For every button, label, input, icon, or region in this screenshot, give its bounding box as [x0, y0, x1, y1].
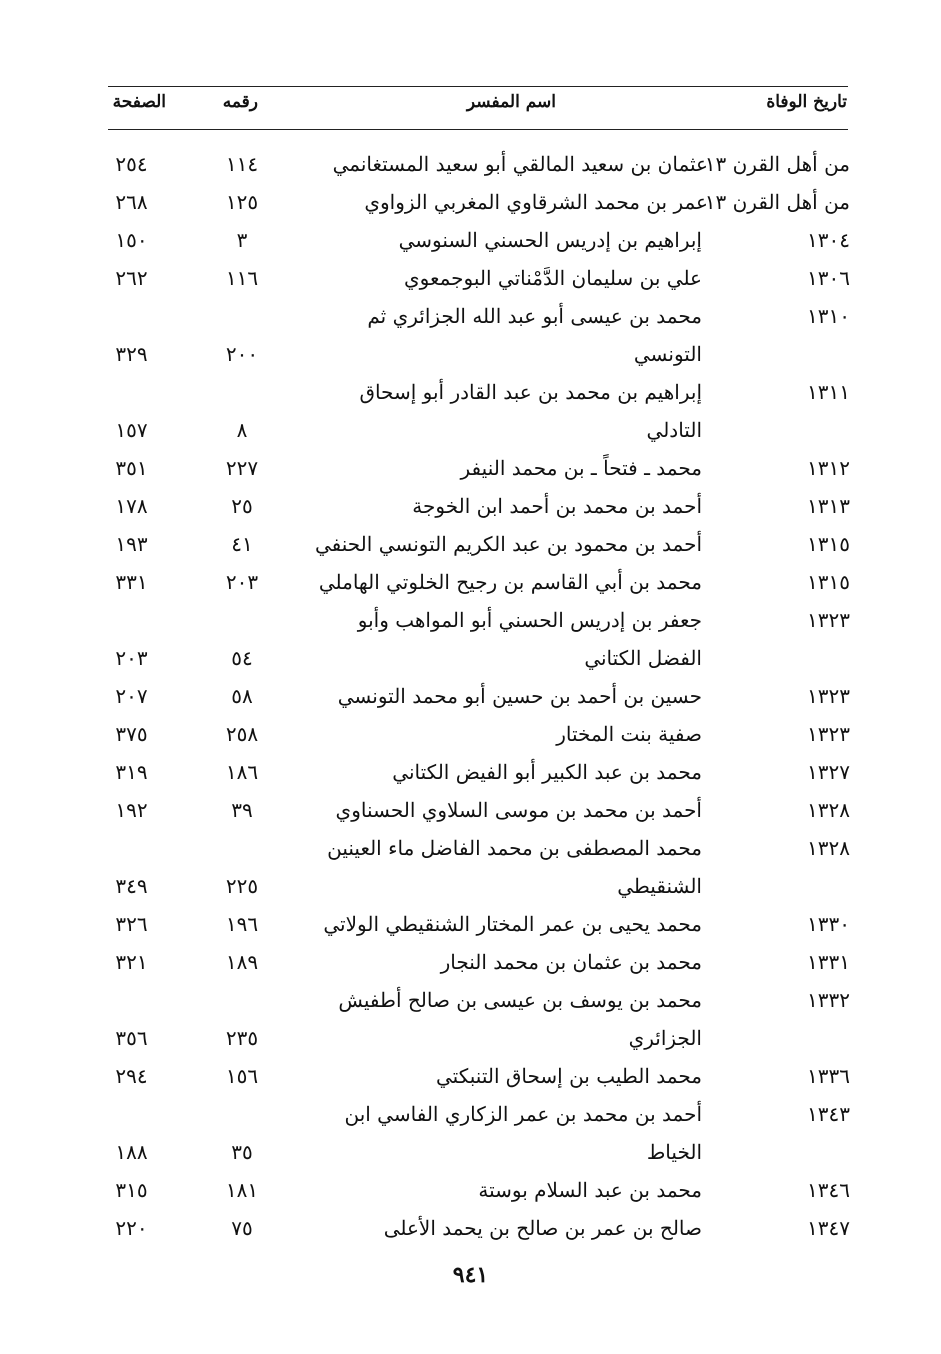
entry-number: ٢٠٠ [225, 342, 259, 366]
row-line [100, 601, 850, 639]
death-date: ١٣٢٧ [807, 760, 850, 784]
table-row [100, 221, 850, 259]
commentator-name: حسين بن أحمد بن حسين أبو محمد التونسي [337, 684, 702, 708]
commentator-name: محمد بن أبي القاسم بن رجيح الخلوتي الهاملي [318, 570, 702, 594]
row-line [100, 867, 850, 905]
death-date: ١٣٢٣ [807, 608, 850, 632]
page-number: ٣٢٩ [115, 342, 148, 366]
row-line [100, 1133, 850, 1171]
row-line [100, 297, 850, 335]
page-number: ٣٤٩ [115, 874, 148, 898]
entry-number: ٢٥٨ [225, 722, 259, 746]
death-date: ١٣١٥ [807, 570, 850, 594]
table-row [100, 145, 850, 183]
commentator-name: الخياط [646, 1140, 702, 1164]
page-number: ٢٩٤ [115, 1064, 148, 1088]
death-date: ١٣٤٦ [807, 1178, 850, 1202]
page-folio-number: ٩٤١ [452, 1262, 489, 1288]
row-line [100, 1095, 850, 1133]
commentator-name: صالح بن عمر بن صالح بن يحمد الأعلى [383, 1216, 702, 1240]
table-row [100, 1095, 850, 1171]
commentator-name: علي بن سليمان الدَّمْناتي البوجمعوي [403, 266, 702, 290]
page-number: ٣٢٦ [115, 912, 148, 936]
row-line [100, 791, 850, 829]
page-number: ٢٥٤ [115, 152, 148, 176]
commentator-name: أحمد بن محمد بن عمر الزكاري الفاسي ابن [344, 1102, 702, 1126]
page-number: ١٥٠ [115, 228, 148, 252]
header-commentator-name: اسم المفسر [466, 92, 556, 112]
page-number: ١٨٨ [115, 1140, 148, 1164]
commentator-name: عمر بن محمد الشرقاوي المغربي الزواوي [364, 190, 708, 214]
death-date: ١٣٣٠ [807, 912, 850, 936]
table-row [100, 715, 850, 753]
death-date: ١٣٠٦ [807, 266, 850, 290]
commentator-name: التونسي [633, 342, 702, 366]
commentator-name: الشنقيطي [617, 874, 702, 898]
death-date: ١٣١١ [807, 380, 850, 404]
table-row [100, 943, 850, 981]
death-date: ١٣٣٦ [807, 1064, 850, 1088]
entry-number: ١١٦ [225, 266, 259, 290]
page-number: ٣٥٦ [115, 1026, 148, 1050]
table-row [100, 677, 850, 715]
commentator-name: أحمد بن محمد بن موسى السلاوي الحسناوي [335, 798, 702, 822]
entry-number: ٥٨ [231, 684, 253, 708]
death-date: ١٣١٠ [807, 304, 850, 328]
row-line [100, 145, 850, 183]
row-line [100, 259, 850, 297]
commentator-name: التادلي [646, 418, 702, 442]
entry-number: ٥٤ [231, 646, 253, 670]
death-date: ١٣١٣ [807, 494, 850, 518]
entry-number: ١٥٦ [225, 1064, 259, 1088]
death-date: ١٣٣١ [807, 950, 850, 974]
row-line [100, 753, 850, 791]
page-number: ٣٧٥ [115, 722, 148, 746]
table-row [100, 259, 850, 297]
row-line [100, 943, 850, 981]
entry-number: ١٢٥ [225, 190, 259, 214]
commentator-name: محمد بن عيسى أبو عبد الله الجزائري ثم [367, 304, 702, 328]
table-row [100, 449, 850, 487]
table-row [100, 753, 850, 791]
row-line [100, 525, 850, 563]
page-number: ٣٥١ [115, 456, 148, 480]
header-page-number: الصفحة [112, 92, 166, 112]
entry-number: ٨ [236, 418, 248, 442]
death-date: ١٣٢٣ [807, 684, 850, 708]
entry-number: ١٨٦ [225, 760, 259, 784]
commentator-name: محمد بن عثمان بن محمد النجار [440, 950, 702, 974]
row-line [100, 981, 850, 1019]
entry-number: ٢٣٥ [225, 1026, 259, 1050]
commentator-name: إبراهيم بن إدريس الحسني السنوسي [398, 228, 702, 252]
page-number: ٣٢١ [115, 950, 148, 974]
page-number: ١٩٣ [115, 532, 148, 556]
table-row [100, 525, 850, 563]
index-table [100, 145, 850, 1247]
entry-number: ١٩٦ [225, 912, 259, 936]
table-row [100, 981, 850, 1057]
row-line [100, 411, 850, 449]
death-date: من أهل القرن ١٣ [704, 152, 850, 176]
row-line [100, 677, 850, 715]
table-row [100, 1057, 850, 1095]
table-row [100, 297, 850, 373]
row-line [100, 1171, 850, 1209]
table-row [100, 183, 850, 221]
commentator-name: أحمد بن محمد بن أحمد ابن الخوجة [412, 494, 702, 518]
entry-number: ٢٠٣ [225, 570, 259, 594]
commentator-name: محمد بن يوسف بن عيسى بن صالح أطفيش [338, 988, 702, 1012]
commentator-name: محمد بن عبد الكبير أبو الفيض الكتاني [392, 760, 702, 784]
death-date: ١٣٢٨ [807, 798, 850, 822]
commentator-name: عثمان بن سعيد المالقي أبو سعيد المستغانمي [332, 152, 708, 176]
death-date: ١٣٠٤ [807, 228, 850, 252]
table-row [100, 373, 850, 449]
table-row [100, 487, 850, 525]
commentator-name: الجزائري [628, 1026, 702, 1050]
page-number: ٢٦٨ [115, 190, 148, 214]
death-date: ١٣٤٧ [807, 1216, 850, 1240]
entry-number: ١١٤ [225, 152, 259, 176]
entry-number: ٣٩ [231, 798, 253, 822]
row-line [100, 715, 850, 753]
commentator-name: محمد يحيى بن عمر المختار الشنقيطي الولاتي [323, 912, 702, 936]
page-number: ١٥٧ [115, 418, 148, 442]
page-number: ٣١٥ [115, 1178, 148, 1202]
entry-number: ٣ [236, 228, 248, 252]
row-line [100, 487, 850, 525]
death-date: ١٣٢٨ [807, 836, 850, 860]
row-line [100, 1209, 850, 1247]
row-line [100, 639, 850, 677]
death-date: ١٣٣٢ [807, 988, 850, 1012]
death-date: ١٣٤٣ [807, 1102, 850, 1126]
row-line [100, 335, 850, 373]
table-row [100, 1209, 850, 1247]
page-number: ٢٢٠ [115, 1216, 148, 1240]
row-line [100, 449, 850, 487]
commentator-name: محمد المصطفى بن محمد الفاضل ماء العينين [327, 836, 702, 860]
header-death-date: تاريخ الوفاة [766, 92, 847, 112]
commentator-name: أحمد بن محمود بن عبد الكريم التونسي الحنفي [314, 532, 702, 556]
table-row [100, 563, 850, 601]
death-date: ١٣٢٣ [807, 722, 850, 746]
row-line [100, 1019, 850, 1057]
row-line [100, 905, 850, 943]
death-date: من أهل القرن ١٣ [704, 190, 850, 214]
row-line [100, 829, 850, 867]
table-header-rule [108, 129, 848, 130]
row-line [100, 221, 850, 259]
page-number: ٣٣١ [115, 570, 148, 594]
page-number: ٢٠٣ [115, 646, 148, 670]
page-number: ٢٦٢ [115, 266, 148, 290]
commentator-name: الفضل الكتاني [584, 646, 702, 670]
header-entry-number: رقمه [222, 92, 258, 112]
commentator-name: جعفر بن إدريس الحسني أبو المواهب وأبو [357, 608, 702, 632]
entry-number: ٣٥ [231, 1140, 253, 1164]
entry-number: ٢٢٥ [225, 874, 259, 898]
row-line [100, 563, 850, 601]
table-row [100, 601, 850, 677]
commentator-name: محمد بن عبد السلام بوستة [478, 1178, 702, 1202]
page-number: ٣١٩ [115, 760, 148, 784]
entry-number: ١٨١ [225, 1178, 259, 1202]
entry-number: ٢٢٧ [225, 456, 259, 480]
entry-number: ٢٥ [231, 494, 253, 518]
death-date: ١٣١٢ [807, 456, 850, 480]
commentator-name: محمد ـ فتحاً ـ بن محمد النيفر [460, 456, 702, 480]
table-row [100, 1171, 850, 1209]
page-number: ٢٠٧ [115, 684, 148, 708]
table-row [100, 791, 850, 829]
table-row [100, 829, 850, 905]
page-number: ١٧٨ [115, 494, 148, 518]
entry-number: ٤١ [231, 532, 253, 556]
row-line [100, 373, 850, 411]
commentator-name: صفية بنت المختار [556, 722, 702, 746]
row-line [100, 183, 850, 221]
death-date: ١٣١٥ [807, 532, 850, 556]
table-top-rule [108, 86, 848, 87]
commentator-name: إبراهيم بن محمد بن عبد القادر أبو إسحاق [359, 380, 702, 404]
entry-number: ٧٥ [231, 1216, 253, 1240]
page-number: ١٩٢ [115, 798, 148, 822]
row-line [100, 1057, 850, 1095]
entry-number: ١٨٩ [225, 950, 259, 974]
commentator-name: محمد الطيب بن إسحاق التنبكتي [436, 1064, 702, 1088]
table-row [100, 905, 850, 943]
